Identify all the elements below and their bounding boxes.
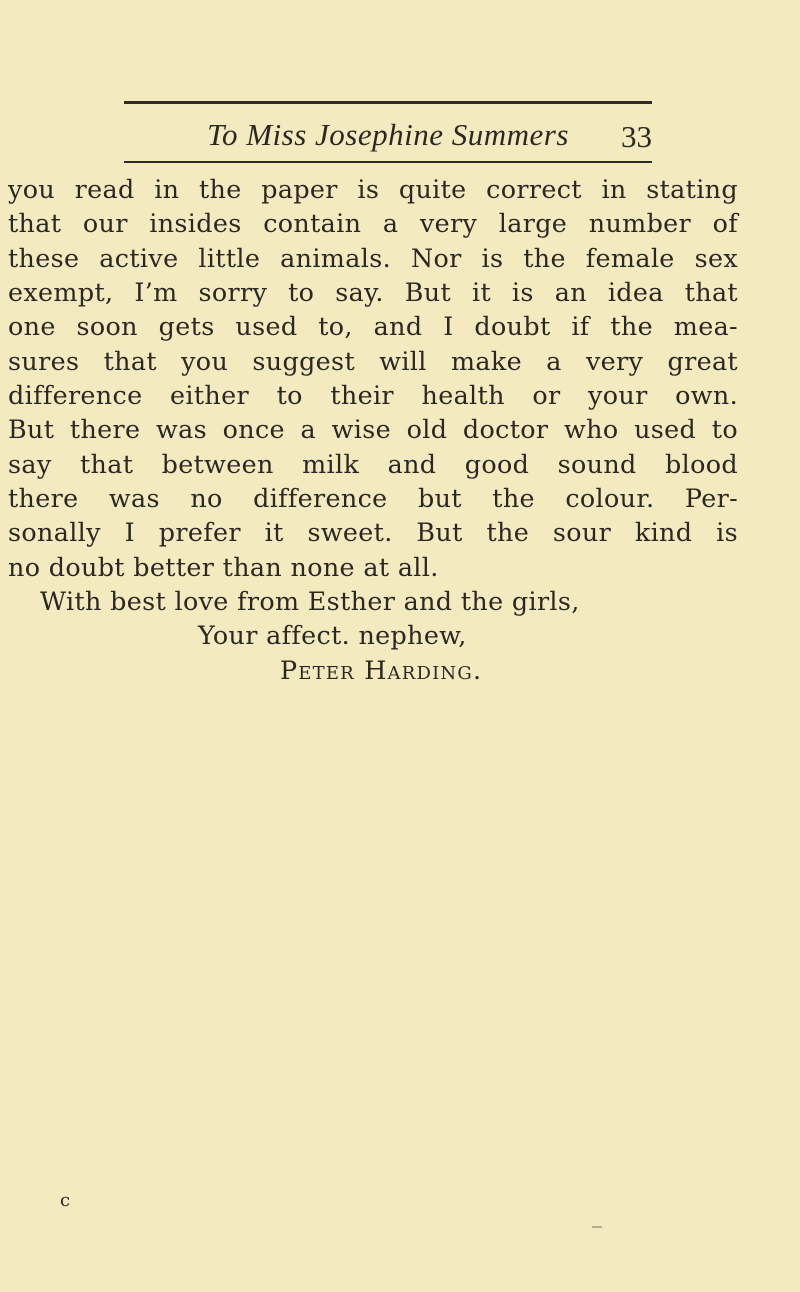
text-line: that our insides contain a very large number of	[8, 208, 738, 239]
letter-body	[8, 172, 738, 687]
closing-salutation: With best love from Esther and the girls,	[40, 586, 580, 617]
text-line: one soon gets used to, and I doubt if the mea-	[8, 311, 738, 342]
text-line: difference either to their health or your own.	[8, 380, 738, 411]
page-number: 33	[621, 119, 652, 154]
text-line: you read in the paper is quite correct in stating	[8, 174, 738, 204]
text-line: no doubt better than none at all.	[8, 551, 439, 582]
text-line: sonally I prefer it sweet. But the sour kind is	[8, 517, 738, 548]
running-head	[124, 116, 652, 156]
signature: Peter Harding.	[280, 654, 483, 685]
text-line: there was no difference but the colour. Per-	[8, 483, 738, 514]
text-line: these active little animals. Nor is the female sex	[8, 242, 738, 273]
paper-speck	[592, 1226, 602, 1228]
header-rule-top	[124, 101, 652, 104]
running-title: To Miss Josephine Summers	[207, 117, 569, 152]
text-line: sures that you suggest will make a very great	[8, 345, 738, 376]
header-rule-bottom	[124, 161, 652, 163]
text-line: say that between milk and good sound blood	[8, 448, 738, 479]
text-line: exempt, I’m sorry to say. But it is an idea that	[8, 277, 738, 308]
text-line: But there was once a wise old doctor who used to	[8, 414, 738, 445]
signature-mark: c	[60, 1190, 71, 1211]
closing-valediction: Your affect. nephew,	[198, 620, 467, 651]
